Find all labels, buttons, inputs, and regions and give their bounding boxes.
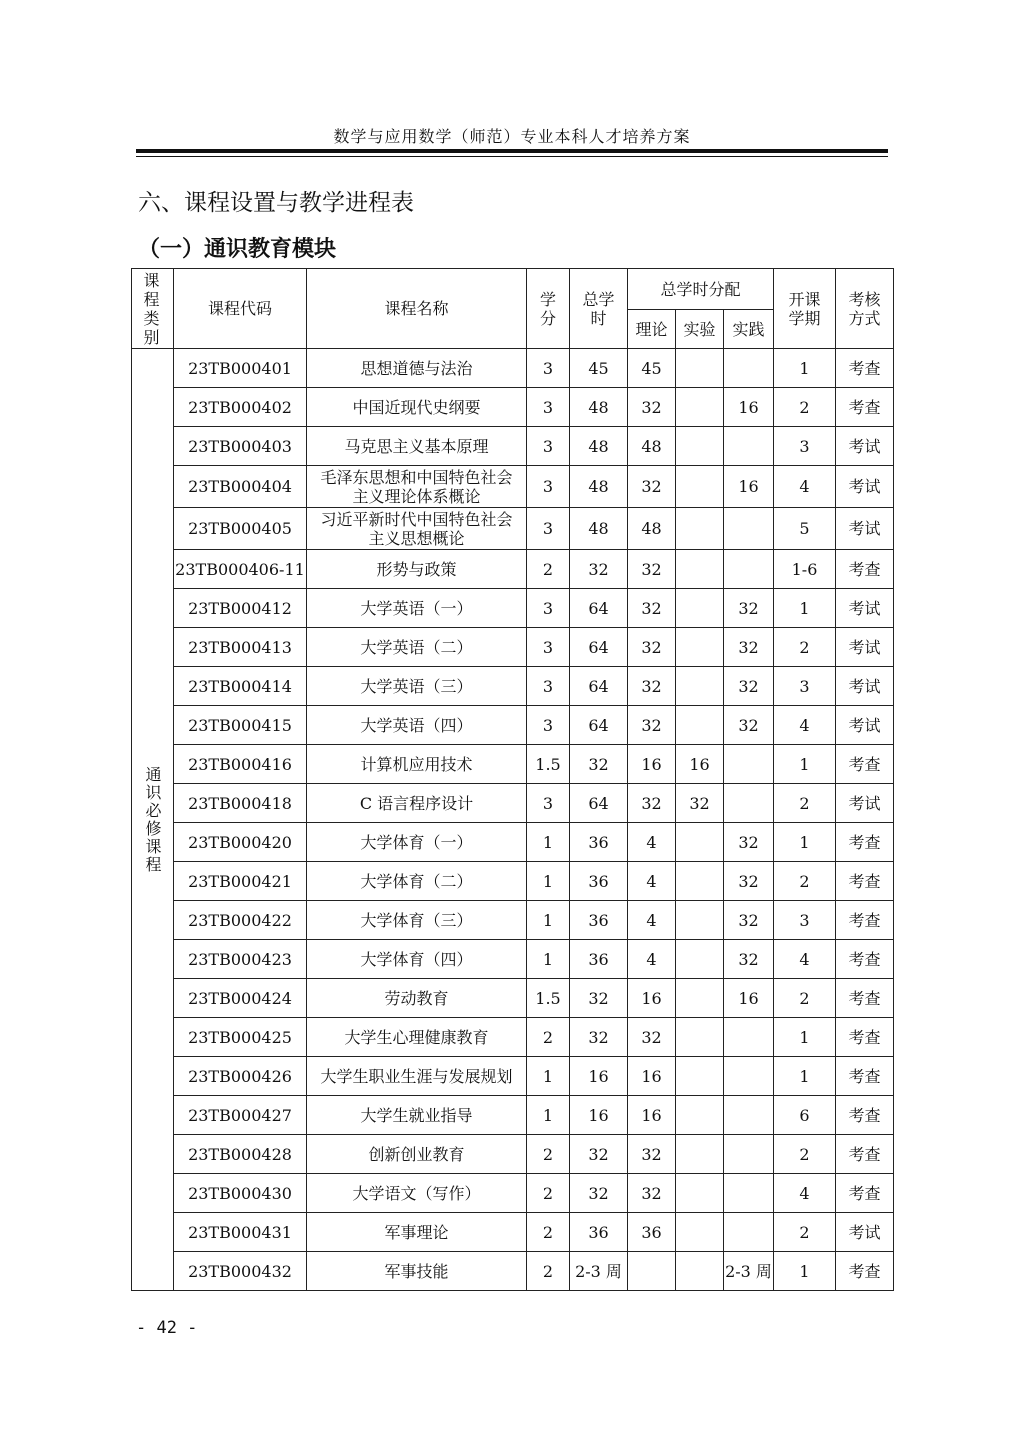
cell-practice — [724, 508, 774, 550]
header-rule-thin — [136, 156, 888, 157]
cell-code: 23TB000418 — [174, 784, 307, 823]
cell-theory: 32 — [628, 706, 676, 745]
cell-theory: 32 — [628, 589, 676, 628]
cell-semester: 2 — [774, 979, 836, 1018]
cell-experiment — [676, 1213, 724, 1252]
cell-semester: 1 — [774, 1057, 836, 1096]
cell-code: 23TB000402 — [174, 388, 307, 427]
cell-experiment — [676, 1018, 724, 1057]
cell-total: 48 — [570, 427, 628, 466]
cell-code: 23TB000406-11 — [174, 550, 307, 589]
cell-code: 23TB000428 — [174, 1135, 307, 1174]
cell-semester: 5 — [774, 508, 836, 550]
cell-name: 大学体育（四） — [307, 940, 527, 979]
cell-assessment: 考查 — [836, 1057, 894, 1096]
cell-name: 马克思主义基本原理 — [307, 427, 527, 466]
cell-name: 大学体育（三） — [307, 901, 527, 940]
cell-theory: 32 — [628, 784, 676, 823]
cell-theory: 16 — [628, 1096, 676, 1135]
cell-credits: 1 — [527, 901, 570, 940]
cell-assessment: 考试 — [836, 466, 894, 508]
cell-code: 23TB000426 — [174, 1057, 307, 1096]
cell-practice — [724, 1018, 774, 1057]
cell-experiment — [676, 508, 724, 550]
cell-credits: 3 — [527, 589, 570, 628]
cell-experiment — [676, 1057, 724, 1096]
cell-code: 23TB000421 — [174, 862, 307, 901]
cell-assessment: 考查 — [836, 1252, 894, 1291]
table-row — [132, 667, 894, 706]
header-name: 课程名称 — [307, 269, 527, 349]
cell-assessment: 考查 — [836, 388, 894, 427]
table-row — [132, 745, 894, 784]
cell-credits: 2 — [527, 1135, 570, 1174]
cell-theory: 16 — [628, 1057, 676, 1096]
cell-code: 23TB000403 — [174, 427, 307, 466]
page-number: - 42 - — [136, 1318, 198, 1338]
cell-total: 2-3 周 — [570, 1252, 628, 1291]
cell-assessment: 考试 — [836, 706, 894, 745]
cell-experiment — [676, 349, 724, 388]
table-row — [132, 1096, 894, 1135]
header-category: 课程类别 — [132, 269, 174, 349]
cell-code: 23TB000420 — [174, 823, 307, 862]
cell-experiment — [676, 1174, 724, 1213]
table-row — [132, 508, 894, 550]
course-table — [131, 268, 894, 1291]
cell-practice — [724, 349, 774, 388]
cell-code: 23TB000413 — [174, 628, 307, 667]
cell-name: 中国近现代史纲要 — [307, 388, 527, 427]
cell-semester: 2 — [774, 388, 836, 427]
cell-total: 32 — [570, 550, 628, 589]
cell-code: 23TB000430 — [174, 1174, 307, 1213]
cell-semester: 4 — [774, 466, 836, 508]
cell-total: 64 — [570, 628, 628, 667]
table-row — [132, 1057, 894, 1096]
cell-name: 大学体育（二） — [307, 862, 527, 901]
header-distribution: 总学时分配 — [628, 269, 774, 310]
cell-credits: 3 — [527, 784, 570, 823]
cell-experiment — [676, 466, 724, 508]
cell-semester: 3 — [774, 667, 836, 706]
cell-credits: 3 — [527, 349, 570, 388]
cell-theory: 4 — [628, 862, 676, 901]
cell-code: 23TB000423 — [174, 940, 307, 979]
subsection-title: （一）通识教育模块 — [138, 236, 337, 262]
cell-total: 64 — [570, 667, 628, 706]
cell-name: 毛泽东思想和中国特色社会主义理论体系概论 — [307, 466, 527, 508]
cell-assessment: 考试 — [836, 427, 894, 466]
cell-name: 习近平新时代中国特色社会主义思想概论 — [307, 508, 527, 550]
cell-assessment: 考查 — [836, 550, 894, 589]
cell-credits: 3 — [527, 706, 570, 745]
cell-semester: 2 — [774, 1213, 836, 1252]
cell-practice — [724, 1057, 774, 1096]
cell-semester: 2 — [774, 862, 836, 901]
cell-semester: 1 — [774, 1018, 836, 1057]
cell-practice — [724, 427, 774, 466]
table-row — [132, 901, 894, 940]
cell-credits: 3 — [527, 427, 570, 466]
cell-theory: 16 — [628, 979, 676, 1018]
cell-assessment: 考查 — [836, 823, 894, 862]
cell-experiment — [676, 427, 724, 466]
cell-theory: 36 — [628, 1213, 676, 1252]
cell-assessment: 考查 — [836, 1174, 894, 1213]
cell-assessment: 考查 — [836, 862, 894, 901]
cell-assessment: 考查 — [836, 901, 894, 940]
header-assessment: 考核方式 — [836, 269, 894, 349]
cell-assessment: 考查 — [836, 349, 894, 388]
cell-semester: 4 — [774, 706, 836, 745]
cell-practice: 16 — [724, 979, 774, 1018]
cell-total: 32 — [570, 979, 628, 1018]
course-table-body — [132, 349, 894, 1291]
cell-assessment: 考查 — [836, 1135, 894, 1174]
cell-code: 23TB000431 — [174, 1213, 307, 1252]
cell-code: 23TB000412 — [174, 589, 307, 628]
table-row — [132, 1135, 894, 1174]
cell-practice: 32 — [724, 628, 774, 667]
cell-credits: 1 — [527, 862, 570, 901]
table-row — [132, 823, 894, 862]
cell-total: 36 — [570, 862, 628, 901]
cell-name: 思想道德与法治 — [307, 349, 527, 388]
cell-code: 23TB000404 — [174, 466, 307, 508]
cell-practice — [724, 1213, 774, 1252]
cell-name: 大学语文（写作） — [307, 1174, 527, 1213]
cell-practice — [724, 550, 774, 589]
cell-assessment: 考查 — [836, 940, 894, 979]
cell-total: 64 — [570, 784, 628, 823]
cell-assessment: 考试 — [836, 628, 894, 667]
cell-experiment: 16 — [676, 745, 724, 784]
table-row — [132, 940, 894, 979]
cell-assessment: 考试 — [836, 667, 894, 706]
cell-code: 23TB000427 — [174, 1096, 307, 1135]
table-row — [132, 784, 894, 823]
cell-theory: 16 — [628, 745, 676, 784]
cell-theory: 32 — [628, 1135, 676, 1174]
header-experiment: 实验 — [676, 310, 724, 349]
cell-assessment: 考试 — [836, 784, 894, 823]
cell-experiment — [676, 1096, 724, 1135]
table-row — [132, 706, 894, 745]
cell-name: 军事技能 — [307, 1252, 527, 1291]
cell-experiment — [676, 979, 724, 1018]
cell-total: 64 — [570, 706, 628, 745]
cell-theory — [628, 1252, 676, 1291]
cell-experiment — [676, 1252, 724, 1291]
table-row — [132, 1174, 894, 1213]
cell-experiment: 32 — [676, 784, 724, 823]
cell-code: 23TB000422 — [174, 901, 307, 940]
cell-credits: 2 — [527, 1213, 570, 1252]
table-row — [132, 1018, 894, 1057]
cell-semester: 6 — [774, 1096, 836, 1135]
header-total-hours: 总学时 — [570, 269, 628, 349]
cell-credits: 2 — [527, 1252, 570, 1291]
cell-code: 23TB000405 — [174, 508, 307, 550]
cell-experiment — [676, 388, 724, 427]
cell-practice: 32 — [724, 940, 774, 979]
cell-credits: 3 — [527, 508, 570, 550]
cell-total: 48 — [570, 388, 628, 427]
cell-practice — [724, 745, 774, 784]
cell-assessment: 考查 — [836, 1018, 894, 1057]
cell-experiment — [676, 589, 724, 628]
cell-total: 45 — [570, 349, 628, 388]
cell-name: 大学英语（一） — [307, 589, 527, 628]
category-cell — [132, 349, 174, 1291]
cell-total: 32 — [570, 1135, 628, 1174]
cell-total: 32 — [570, 1174, 628, 1213]
cell-total: 32 — [570, 745, 628, 784]
cell-theory: 48 — [628, 427, 676, 466]
cell-experiment — [676, 550, 724, 589]
cell-total: 48 — [570, 508, 628, 550]
table-row — [132, 979, 894, 1018]
cell-theory: 48 — [628, 508, 676, 550]
cell-experiment — [676, 706, 724, 745]
cell-practice: 32 — [724, 823, 774, 862]
cell-assessment: 考查 — [836, 745, 894, 784]
cell-assessment: 考查 — [836, 1096, 894, 1135]
cell-semester: 1 — [774, 589, 836, 628]
cell-assessment: 考试 — [836, 508, 894, 550]
cell-theory: 45 — [628, 349, 676, 388]
cell-semester: 2 — [774, 628, 836, 667]
cell-name: 创新创业教育 — [307, 1135, 527, 1174]
cell-semester: 1-6 — [774, 550, 836, 589]
cell-code: 23TB000401 — [174, 349, 307, 388]
cell-semester: 1 — [774, 349, 836, 388]
cell-assessment: 考查 — [836, 979, 894, 1018]
cell-theory: 4 — [628, 901, 676, 940]
cell-name: 形势与政策 — [307, 550, 527, 589]
header-practice: 实践 — [724, 310, 774, 349]
cell-name: 劳动教育 — [307, 979, 527, 1018]
cell-semester: 3 — [774, 901, 836, 940]
section-title: 六、课程设置与教学进程表 — [138, 190, 414, 216]
category-label: 通识必修课程 — [143, 765, 162, 874]
cell-semester: 2 — [774, 784, 836, 823]
cell-practice: 32 — [724, 862, 774, 901]
cell-credits: 1 — [527, 1057, 570, 1096]
cell-total: 36 — [570, 1213, 628, 1252]
cell-practice — [724, 784, 774, 823]
cell-name: 大学英语（三） — [307, 667, 527, 706]
cell-code: 23TB000416 — [174, 745, 307, 784]
cell-name: 大学生心理健康教育 — [307, 1018, 527, 1057]
table-row — [132, 349, 894, 388]
cell-name: 大学生职业生涯与发展规划 — [307, 1057, 527, 1096]
cell-total: 64 — [570, 589, 628, 628]
cell-experiment — [676, 628, 724, 667]
cell-theory: 32 — [628, 466, 676, 508]
table-row — [132, 466, 894, 508]
cell-practice — [724, 1096, 774, 1135]
cell-assessment: 考试 — [836, 589, 894, 628]
cell-code: 23TB000414 — [174, 667, 307, 706]
cell-name: 计算机应用技术 — [307, 745, 527, 784]
cell-theory: 32 — [628, 550, 676, 589]
cell-theory: 32 — [628, 667, 676, 706]
cell-practice — [724, 1174, 774, 1213]
cell-practice: 32 — [724, 667, 774, 706]
cell-total: 16 — [570, 1096, 628, 1135]
cell-credits: 2 — [527, 1018, 570, 1057]
cell-total: 48 — [570, 466, 628, 508]
table-row — [132, 628, 894, 667]
cell-experiment — [676, 862, 724, 901]
table-row — [132, 388, 894, 427]
header-rule-thick — [136, 149, 888, 153]
header-code: 课程代码 — [174, 269, 307, 349]
header-credits: 学分 — [527, 269, 570, 349]
cell-code: 23TB000432 — [174, 1252, 307, 1291]
cell-name: 军事理论 — [307, 1213, 527, 1252]
cell-total: 16 — [570, 1057, 628, 1096]
cell-name: 大学英语（二） — [307, 628, 527, 667]
table-row — [132, 550, 894, 589]
cell-credits: 1 — [527, 1096, 570, 1135]
cell-experiment — [676, 940, 724, 979]
cell-credits: 1.5 — [527, 745, 570, 784]
cell-credits: 3 — [527, 466, 570, 508]
cell-practice: 16 — [724, 388, 774, 427]
cell-semester: 1 — [774, 1252, 836, 1291]
cell-credits: 3 — [527, 388, 570, 427]
table-row — [132, 862, 894, 901]
cell-theory: 32 — [628, 1174, 676, 1213]
header-semester: 开课学期 — [774, 269, 836, 349]
cell-code: 23TB000425 — [174, 1018, 307, 1057]
cell-practice — [724, 1135, 774, 1174]
cell-theory: 32 — [628, 628, 676, 667]
cell-total: 36 — [570, 901, 628, 940]
cell-assessment: 考试 — [836, 1213, 894, 1252]
cell-name: 大学生就业指导 — [307, 1096, 527, 1135]
cell-credits: 1 — [527, 940, 570, 979]
cell-theory: 32 — [628, 1018, 676, 1057]
cell-credits: 3 — [527, 667, 570, 706]
cell-credits: 1.5 — [527, 979, 570, 1018]
cell-code: 23TB000424 — [174, 979, 307, 1018]
cell-name: 大学英语（四） — [307, 706, 527, 745]
cell-credits: 3 — [527, 628, 570, 667]
cell-practice: 32 — [724, 706, 774, 745]
cell-experiment — [676, 1135, 724, 1174]
cell-semester: 2 — [774, 1135, 836, 1174]
cell-total: 36 — [570, 940, 628, 979]
cell-semester: 1 — [774, 823, 836, 862]
cell-experiment — [676, 667, 724, 706]
table-row — [132, 1213, 894, 1252]
cell-semester: 1 — [774, 745, 836, 784]
cell-semester: 3 — [774, 427, 836, 466]
cell-semester: 4 — [774, 1174, 836, 1213]
cell-code: 23TB000415 — [174, 706, 307, 745]
table-row — [132, 427, 894, 466]
cell-practice: 2-3 周 — [724, 1252, 774, 1291]
cell-name: C 语言程序设计 — [307, 784, 527, 823]
cell-name: 大学体育（一） — [307, 823, 527, 862]
cell-semester: 4 — [774, 940, 836, 979]
cell-practice: 32 — [724, 901, 774, 940]
cell-credits: 2 — [527, 1174, 570, 1213]
cell-total: 36 — [570, 823, 628, 862]
cell-theory: 4 — [628, 823, 676, 862]
cell-theory: 32 — [628, 388, 676, 427]
cell-experiment — [676, 823, 724, 862]
running-header: 数学与应用数学（师范）专业本科人才培养方案 — [333, 127, 691, 146]
table-row — [132, 1252, 894, 1291]
cell-credits: 1 — [527, 823, 570, 862]
cell-practice: 16 — [724, 466, 774, 508]
cell-practice: 32 — [724, 589, 774, 628]
cell-credits: 2 — [527, 550, 570, 589]
cell-experiment — [676, 901, 724, 940]
cell-total: 32 — [570, 1018, 628, 1057]
table-row — [132, 589, 894, 628]
cell-theory: 4 — [628, 940, 676, 979]
header-theory: 理论 — [628, 310, 676, 349]
